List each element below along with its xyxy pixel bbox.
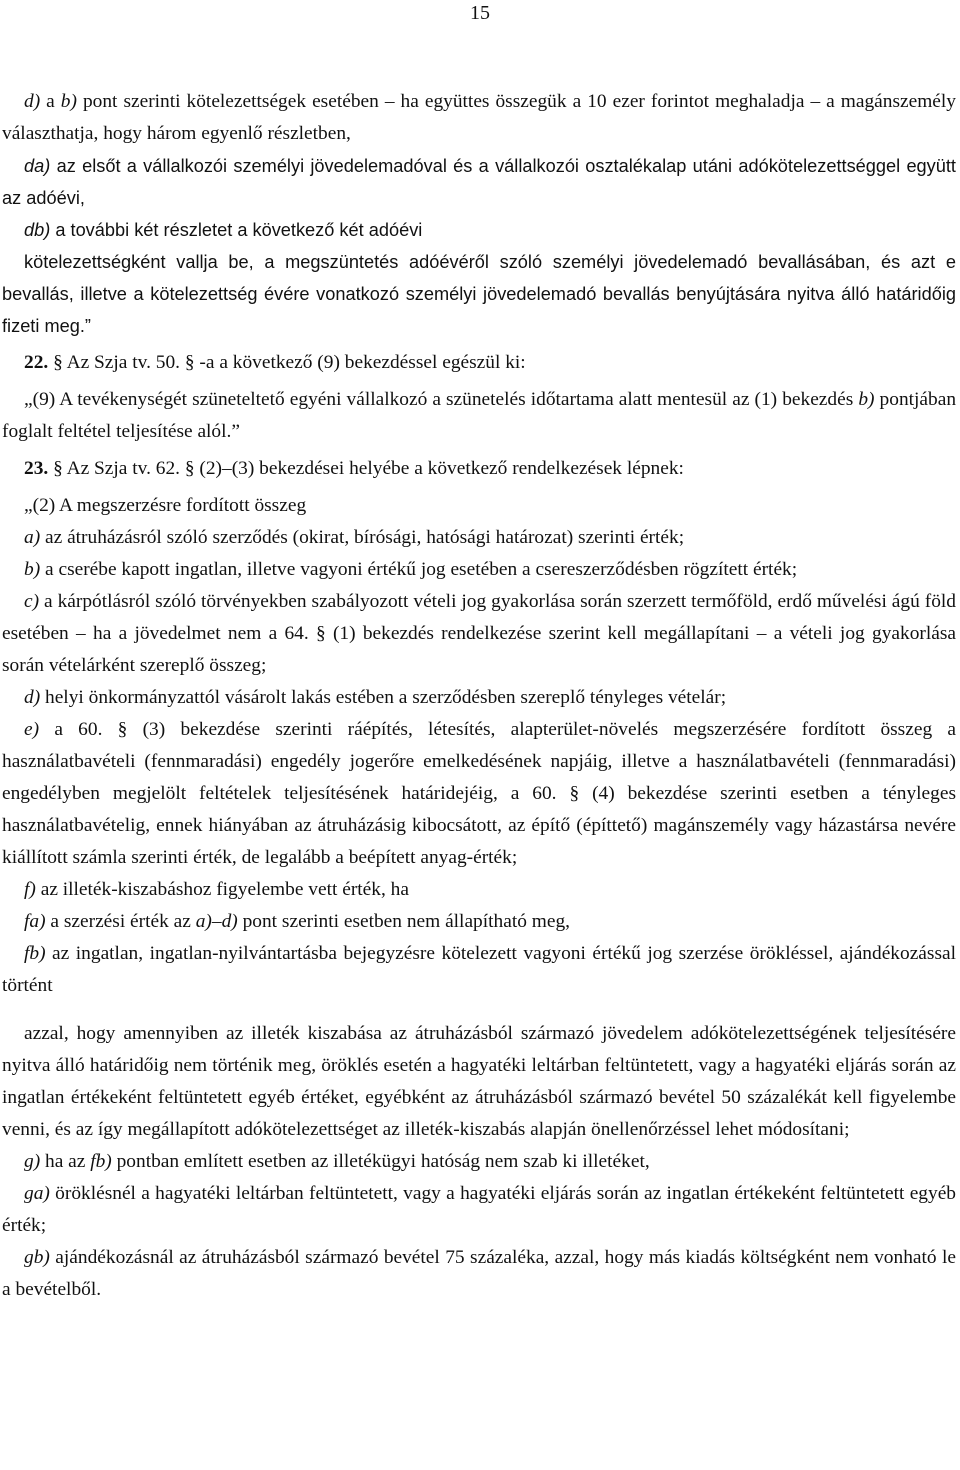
point-label: db) xyxy=(24,220,51,240)
point-label: da) xyxy=(24,156,51,176)
text-run: a 60. § (3) bekezdése szerinti ráépítés, létesítés, alapterület-növelés megszerzésére fordított összeg a használatbavételi (fennmaradási) engedély jogerőre emelkedésének napjáig, illetve a használatbavételi (fennmaradási) engedélyben megjelölt feltételek teljesítésének határidejéig, a 60. § (4) bekezdése szerinti esetben a tényleges használatbavételig, ennek hiányában az átruházásig kibocsátott, az építő (építtető) magánszemély vagy házastársa nevére kiállított számla szerinti érték, de legalább a beépített anyag-érték; xyxy=(2,719,956,868)
text-run: öröklésnél a hagyatéki leltárban feltüntetett, vagy a hagyatéki eljárás során az ingatlan értékeként feltüntetett egyéb érték; xyxy=(2,1183,956,1236)
paragraph-p10 xyxy=(2,554,956,586)
paragraph-p8 xyxy=(2,490,956,522)
paragraph-p6 xyxy=(2,384,956,448)
paragraph-p18 xyxy=(2,1146,956,1178)
text-run: azzal, hogy amennyiben az illeték kiszabása az átruházásból származó jövedelem adókötelezettségének teljesítésére nyitva álló határidőig nem történik meg, öröklés esetén a hagyatéki leltárban feltüntetett, vagy a hagyatéki eljárás során az ingatlan értékeként feltüntetett egyéb értéket, egyébként az átruházásból származó bevétel 50 százalékát kell figyelembe venni, és az így megállapított adókötelezettséget az illeték-kiszabás alapján önellenőrzéssel lehet módosítani; xyxy=(2,1023,956,1140)
paragraph-p13 xyxy=(2,714,956,874)
point-label: ga) xyxy=(24,1183,50,1204)
text-run: a cserébe kapott ingatlan, illetve vagyoni értékű jog esetében a csereszerződésben rögzített érték; xyxy=(40,559,798,580)
point-label: d) xyxy=(24,687,41,708)
point-label: fb) xyxy=(24,943,46,964)
point-label: b) xyxy=(60,91,77,112)
text-run: az ingatlan, ingatlan-nyilvántartásba bejegyzésre kötelezett vagyoni értékű jog szerzése örökléssel, ajándékozással történt xyxy=(2,943,956,996)
document-body xyxy=(0,86,960,1306)
text-run: pont szerinti esetben nem állapítható meg, xyxy=(237,911,570,932)
section-number: 22. xyxy=(24,352,49,373)
paragraph-p7 xyxy=(2,453,956,485)
text-run: pontjában foglalt feltétel teljesítése alól.” xyxy=(2,389,957,442)
point-label: fb) xyxy=(90,1151,112,1172)
text-run: pont szerinti kötelezettségek esetében – ha együttes összegük a 10 ezer forintot meghaladja – a magánszemély választhatja, hogy három egyenlő részletben, xyxy=(2,91,956,144)
point-label: gb) xyxy=(24,1247,50,1268)
text-run: „(2) A megszerzésre fordított összeg xyxy=(24,495,307,516)
text-run: § Az Szja tv. 62. § (2)–(3) bekezdései helyébe a következő rendelkezések lépnek: xyxy=(48,458,684,479)
paragraph-p19 xyxy=(2,1178,956,1242)
point-label: f) xyxy=(24,879,36,900)
paragraph-p9 xyxy=(2,522,956,554)
text-run: ha az xyxy=(40,1151,91,1172)
text-run: pontban említett esetben az illetékügyi hatóság nem szab ki illetéket, xyxy=(111,1151,650,1172)
paragraph-p12 xyxy=(2,682,956,714)
point-label: a) xyxy=(24,527,41,548)
paragraph-p5 xyxy=(2,347,956,379)
point-label: c) xyxy=(24,591,40,612)
paragraph-p4 xyxy=(2,246,956,342)
text-run: a xyxy=(40,91,61,112)
text-run: az illeték-kiszabáshoz figyelembe vett érték, ha xyxy=(35,879,409,900)
text-run: ajándékozásnál az átruházásból származó bevétel 75 százaléka, azzal, hogy más kiadás költségként nem vonható le a bevételből. xyxy=(2,1247,956,1300)
point-label: b) xyxy=(24,559,41,580)
paragraph-p3 xyxy=(2,214,956,246)
paragraph-p15 xyxy=(2,906,956,938)
paragraph-p2 xyxy=(2,150,956,214)
point-label: b) xyxy=(858,389,875,410)
text-run: a szerzési érték az xyxy=(45,911,196,932)
paragraph-p14 xyxy=(2,874,956,906)
point-label: e) xyxy=(24,719,40,740)
section-number: 23. xyxy=(24,458,49,479)
text-run: helyi önkormányzattól vásárolt lakás estében a szerződésben szereplő tényleges vételár; xyxy=(40,687,727,708)
text-run: a további két részletet a következő két adóévi xyxy=(50,220,423,240)
point-label: g) xyxy=(24,1151,41,1172)
text-run: „(9) A tevékenységét szüneteltető egyéni vállalkozó a szünetelés időtartama alatt mentesül az (1) bekezdés xyxy=(24,389,859,410)
text-run: az átruházásról szóló szerződés (okirat, bírósági, hatósági határozat) szerinti érték; xyxy=(40,527,685,548)
text-run: a kárpótlásról szóló törvényekben szabályozott vételi jog gyakorlása során szerzett termőföld, erdő művelési ágú föld esetében – ha a jövedelmet nem a 64. § (1) bekezdés rendelkezése szerint kell megállapítani – a vételi jog gyakorlása során vételárként szereplő összeg; xyxy=(2,591,956,676)
text-run: kötelezettségként vallja be, a megszüntetés adóévéről szóló személyi jövedelemadó bevallásában, és azt e bevallás, illetve a kötelezettség évére vonatkozó személyi jövedelemadó bevallás benyújtására nyitva álló határidőig fizeti meg.” xyxy=(2,252,956,336)
paragraph-p20 xyxy=(2,1242,956,1306)
paragraph-p17 xyxy=(2,1018,956,1146)
text-run: az elsőt a vállalkozói személyi jövedelemadóval és a vállalkozói osztalékalap utáni adókötelezettséggel együtt az adóévi, xyxy=(2,156,956,208)
paragraph-p1 xyxy=(2,86,956,150)
point-label: a)–d) xyxy=(195,911,238,932)
point-label: d) xyxy=(24,91,41,112)
paragraph-p11 xyxy=(2,586,956,682)
page-number: 15 xyxy=(470,2,490,24)
point-label: fa) xyxy=(24,911,46,932)
paragraph-p16 xyxy=(2,938,956,1002)
text-run: § Az Szja tv. 50. § -a a következő (9) bekezdéssel egészül ki: xyxy=(48,352,526,373)
